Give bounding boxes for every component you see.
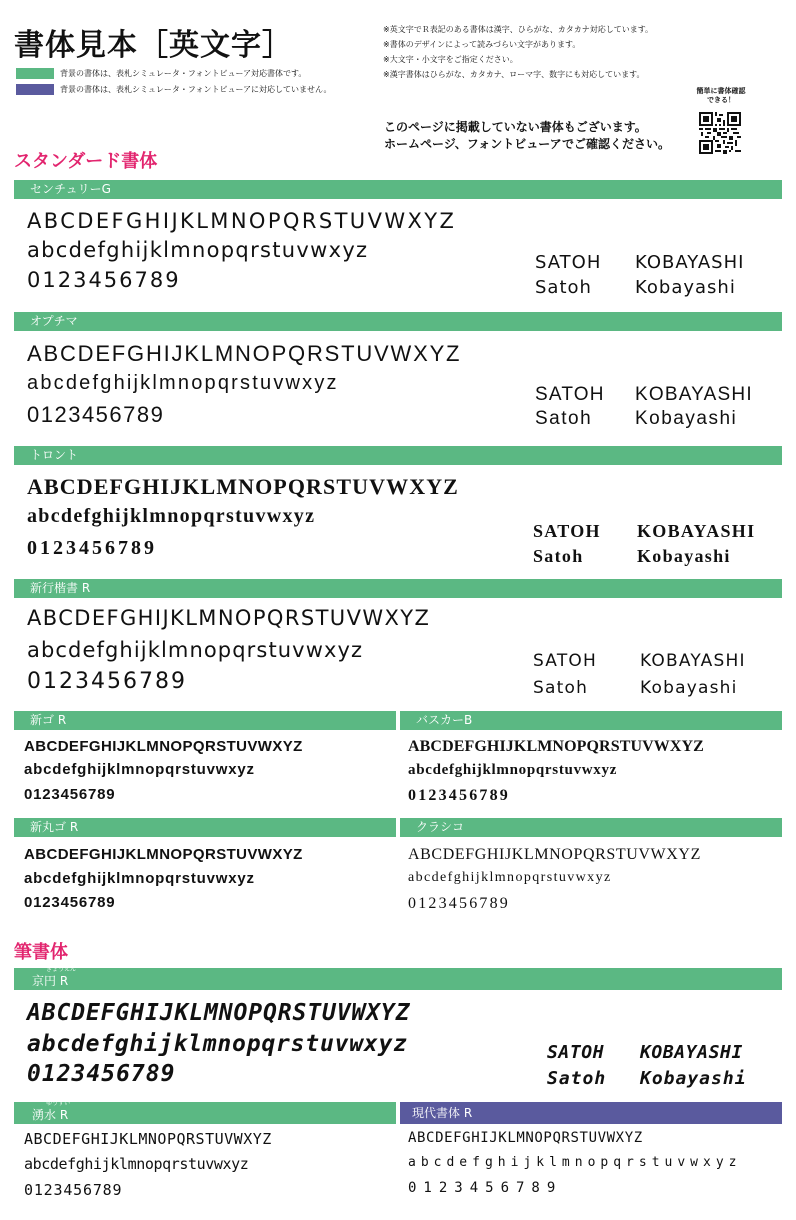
sample-digits: 0123456789 (27, 669, 187, 694)
sample-name-upper-2: KOBAYASHI (635, 384, 753, 405)
section-heading-brush: 筆書体 (14, 942, 68, 963)
sample-digits: 0123456789 (27, 537, 157, 559)
sample-upper: ABCDEFGHIJKLMNOPQRSTUVWXYZ (27, 1000, 411, 1026)
legend-swatch-purple (16, 84, 54, 95)
sample-name-lower-2: Kobayashi (640, 1068, 747, 1089)
sample-upper: ABCDEFGHIJKLMNOPQRSTUVWXYZ (27, 341, 462, 366)
sample-name-upper-2: KOBAYASHI (640, 1042, 743, 1063)
sample-name-lower-1: Satoh (535, 277, 592, 298)
note: ※大文字・小文字をご指定ください。 (383, 55, 518, 64)
sample-name-upper-1: SATOH (533, 521, 601, 541)
sample-digits: 0123456789 (408, 895, 510, 912)
legend-text: 背景の書体は、表札シミュレータ・フォントビューア対応書体です。 (60, 69, 307, 78)
sample-lower: abcdefghijklmnopqrstuvwxyz (27, 1031, 408, 1057)
sample-lower: abcdefghijklmnopqrstuvwxyz (408, 870, 612, 885)
sample-lower: abcdefghijklmnopqrstuvwxyz (24, 870, 255, 887)
sample-digits: 0123456789 (24, 894, 116, 911)
sample-name-lower-2: Kobayashi (635, 277, 736, 298)
legend-unsupported (16, 84, 332, 95)
sample-upper: ABCDEFGHIJKLMNOPQRSTUVWXYZ (24, 1130, 272, 1148)
note: ※漢字書体はひらがな、カタカナ、ローマ字、数字にも対応しています。 (383, 70, 645, 79)
font-bar-shinmaru: 新丸ゴ R (14, 818, 396, 837)
contact-text (384, 119, 670, 153)
sample-lower: abcdefghijklmnopqrstuvwxyz (408, 762, 618, 778)
sample-name-upper-1: SATOH (535, 384, 605, 405)
sample-name-upper-2: KOBAYASHI (640, 651, 746, 671)
legend-supported (16, 68, 306, 79)
contact-line: ホームページ、フォントビューアでご確認ください。 (384, 137, 670, 151)
qr-label-line: 簡単に書体確認 (696, 87, 746, 95)
sample-upper: ABCDEFGHIJKLMNOPQRSTUVWXYZ (24, 738, 303, 755)
sample-lower: abcdefghijklmnopqrstuvwxyz (408, 1155, 742, 1170)
note: ※英文字でＲ表記のある書体は漢字、ひらがな、カタカナ対応しています。 (383, 25, 654, 34)
font-bar-optima: オプチマ (14, 312, 782, 331)
section-heading-standard: スタンダード書体 (14, 151, 158, 172)
font-name: 京円 R (32, 974, 69, 988)
font-name: 湧水 R (32, 1108, 69, 1122)
font-bar-yusui (14, 1102, 396, 1124)
sample-name-lower-2: Kobayashi (637, 546, 731, 566)
sample-upper: ABCDEFGHIJKLMNOPQRSTUVWXYZ (27, 209, 457, 233)
qr-code-icon[interactable] (699, 112, 741, 154)
sample-name-upper-2: KOBAYASHI (635, 252, 745, 273)
sample-name-upper-1: SATOH (533, 651, 597, 671)
sample-lower: abcdefghijklmnopqrstuvwxyz (27, 372, 339, 394)
font-ruby: きょうえん (46, 966, 77, 973)
font-bar-gendai: 現代書体 R (400, 1102, 782, 1124)
note: ※書体のデザインによって読みづらい文字があります。 (383, 40, 581, 49)
sample-digits: 0123456789 (27, 1061, 176, 1087)
sample-digits: 0123456789 (27, 402, 165, 427)
font-bar-shingo: 新ゴ R (14, 711, 396, 730)
sample-name-lower-1: Satoh (547, 1068, 607, 1089)
font-bar-kyoen (14, 968, 782, 990)
qr-label-line: できる！ (707, 96, 735, 104)
sample-name-lower-1: Satoh (535, 408, 593, 429)
sample-lower: abcdefghijklmnopqrstuvwxyz (27, 238, 369, 262)
font-bar-basker: バスカーB (400, 711, 782, 730)
sample-name-upper-1: SATOH (535, 252, 602, 273)
sample-name-lower-1: Satoh (533, 678, 589, 698)
sample-digits: 0123456789 (27, 268, 181, 292)
sample-digits: 0123456789 (24, 786, 116, 803)
font-bar-shingyo: 新行楷書 R (14, 579, 782, 598)
legend-swatch-green (16, 68, 54, 79)
sample-upper: ABCDEFGHIJKLMNOPQRSTUVWXYZ (27, 606, 431, 630)
sample-digits: 0123456789 (24, 1181, 123, 1199)
sample-lower: abcdefghijklmnopqrstuvwxyz (27, 505, 316, 527)
font-bar-classico: クラシコ (400, 818, 782, 837)
font-ruby: ゆうすい (46, 1100, 71, 1107)
sample-upper: ABCDEFGHIJKLMNOPQRSTUVWXYZ (408, 846, 701, 863)
sample-upper: ABCDEFGHIJKLMNOPQRSTUVWXYZ (408, 738, 704, 755)
sample-name-upper-2: KOBAYASHI (637, 521, 756, 541)
sample-name-lower-1: Satoh (533, 546, 584, 566)
sample-name-lower-2: Kobayashi (640, 678, 738, 698)
sample-lower: abcdefghijklmnopqrstuvwxyz (24, 761, 255, 778)
sample-upper: ABCDEFGHIJKLMNOPQRSTUVWXYZ (24, 846, 303, 863)
sample-digits: 0123456789 (408, 1180, 563, 1196)
font-bar-century: センチュリーG (14, 180, 782, 199)
qr-label (693, 87, 749, 105)
sample-upper: ABCDEFGHIJKLMNOPQRSTUVWXYZ (27, 474, 459, 499)
sample-name-upper-1: SATOH (547, 1042, 605, 1063)
sample-name-lower-2: Kobayashi (635, 408, 738, 429)
sample-digits: 0123456789 (408, 787, 510, 804)
page-title: 書体見本［英文字］ (14, 28, 293, 63)
font-bar-toronto: トロント (14, 446, 782, 465)
sample-lower: abcdefghijklmnopqrstuvwxyz (27, 638, 364, 662)
sample-lower: abcdefghijklmnopqrstuvwxyz (24, 1155, 249, 1173)
notes (383, 22, 653, 82)
legend-text: 背景の書体は、表札シミュレータ・フォントビューアに対応していません。 (60, 85, 332, 94)
contact-line: このページに掲載していない書体もございます。 (384, 120, 647, 134)
sample-upper: ABCDEFGHIJKLMNOPQRSTUVWXYZ (408, 1130, 643, 1146)
